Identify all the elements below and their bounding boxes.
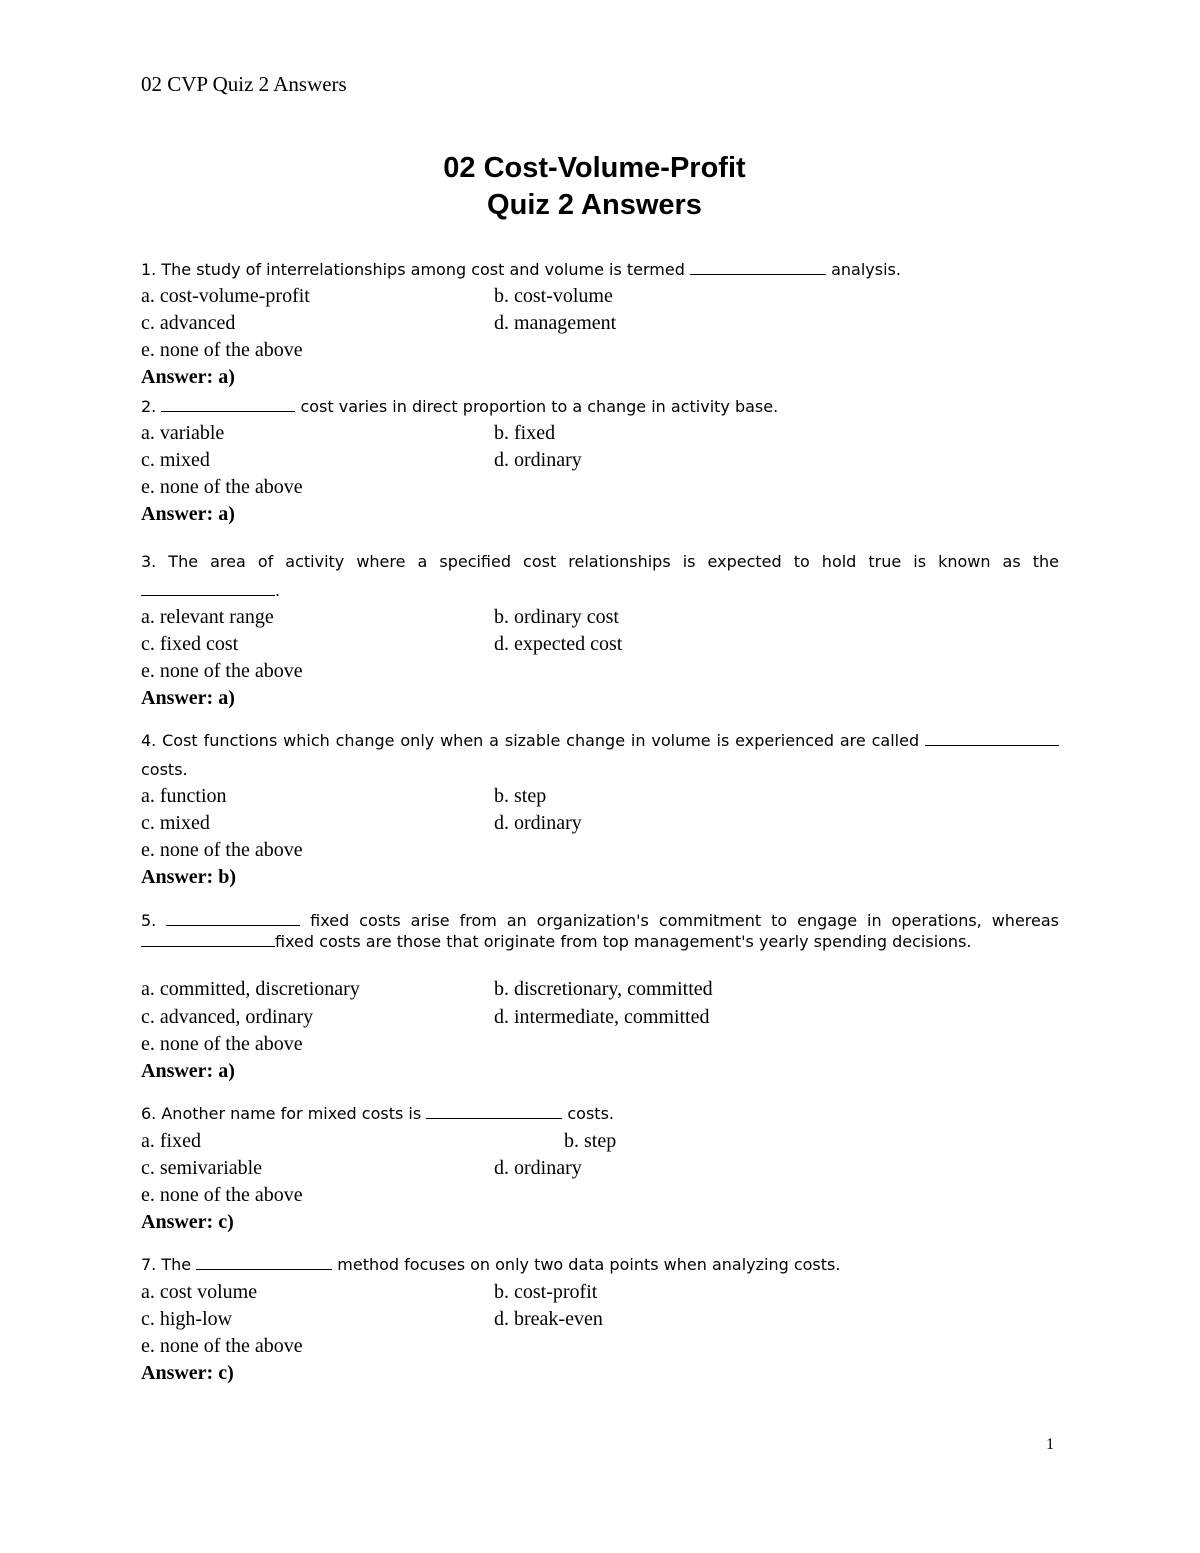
option-a: a. cost volume [141, 1281, 258, 1303]
answer-blank [166, 910, 300, 926]
page-number: 1 [1046, 1436, 1054, 1453]
document-title [0, 150, 1189, 224]
answer-blank [141, 931, 275, 947]
option-a: a. committed, discretionary [141, 978, 360, 1000]
question-5: 5. fixed costs arise from an organization's commitment to engage in operations, whereas fixed costs are those that originate from top management's yearly spending decisions. [141, 911, 1059, 951]
answer-blank [690, 259, 826, 275]
title-line-2: Quiz 2 Answers [487, 189, 702, 221]
option-b: b. cost-volume [494, 285, 613, 307]
option-b: b. step [494, 785, 547, 807]
option-b: b. ordinary cost [494, 606, 619, 628]
answer-blank [141, 580, 275, 596]
page-header: 02 CVP Quiz 2 Answers [141, 72, 347, 96]
option-a: a. fixed [141, 1130, 201, 1152]
option-c: c. semivariable [141, 1157, 263, 1179]
option-b: b. fixed [494, 422, 556, 444]
answer-label: Answer: c) [141, 1362, 234, 1384]
option-a: a. variable [141, 422, 225, 444]
option-e: e. none of the above [141, 1335, 303, 1357]
answer-blank [925, 730, 1059, 746]
answer-label: Answer: c) [141, 1211, 234, 1233]
answer-label: Answer: a) [141, 366, 235, 388]
option-c: c. mixed [141, 812, 210, 834]
option-d: d. expected cost [494, 633, 623, 655]
option-a: a. relevant range [141, 606, 274, 628]
answer-blank [161, 396, 295, 412]
option-a: a. function [141, 785, 227, 807]
question-1: 1. The study of interrelationships among cost and volume is termed analysis. [141, 260, 901, 279]
option-d: d. ordinary [494, 449, 582, 471]
option-e: e. none of the above [141, 660, 303, 682]
answer-blank [196, 1254, 332, 1270]
option-e: e. none of the above [141, 1184, 303, 1206]
option-a: a. cost-volume-profit [141, 285, 310, 307]
answer-label: Answer: a) [141, 687, 235, 709]
option-d: d. ordinary [494, 1157, 582, 1179]
option-d: d. ordinary [494, 812, 582, 834]
answer-label: Answer: a) [141, 503, 235, 525]
option-c: c. fixed cost [141, 633, 239, 655]
option-c: c. mixed [141, 449, 210, 471]
answer-label: Answer: a) [141, 1060, 235, 1082]
option-b: b. step [564, 1130, 617, 1152]
answer-label: Answer: b) [141, 866, 236, 888]
option-e: e. none of the above [141, 1033, 303, 1055]
option-e: e. none of the above [141, 839, 303, 861]
option-b: b. cost-profit [494, 1281, 598, 1303]
option-c: c. advanced [141, 312, 236, 334]
option-d: d. intermediate, committed [494, 1006, 710, 1028]
option-c: c. advanced, ordinary [141, 1006, 314, 1028]
option-e: e. none of the above [141, 339, 303, 361]
title-line-1: 02 Cost-Volume-Profit [443, 152, 746, 184]
option-c: c. high-low [141, 1308, 233, 1330]
option-d: d. management [494, 312, 617, 334]
option-b: b. discretionary, committed [494, 978, 713, 1000]
option-e: e. none of the above [141, 476, 303, 498]
question-6: 6. Another name for mixed costs is costs. [141, 1104, 614, 1123]
answer-blank [426, 1103, 562, 1119]
question-4: 4. Cost functions which change only when a sizable change in volume is experienced are called costs. [141, 726, 1059, 784]
option-d: d. break-even [494, 1308, 603, 1330]
question-3: 3. The area of activity where a specified cost relationships is expected to hold true is known as the . [141, 552, 1059, 600]
question-7: 7. The method focuses on only two data points when analyzing costs. [141, 1255, 841, 1274]
question-2: 2. cost varies in direct proportion to a change in activity base. [141, 397, 779, 416]
